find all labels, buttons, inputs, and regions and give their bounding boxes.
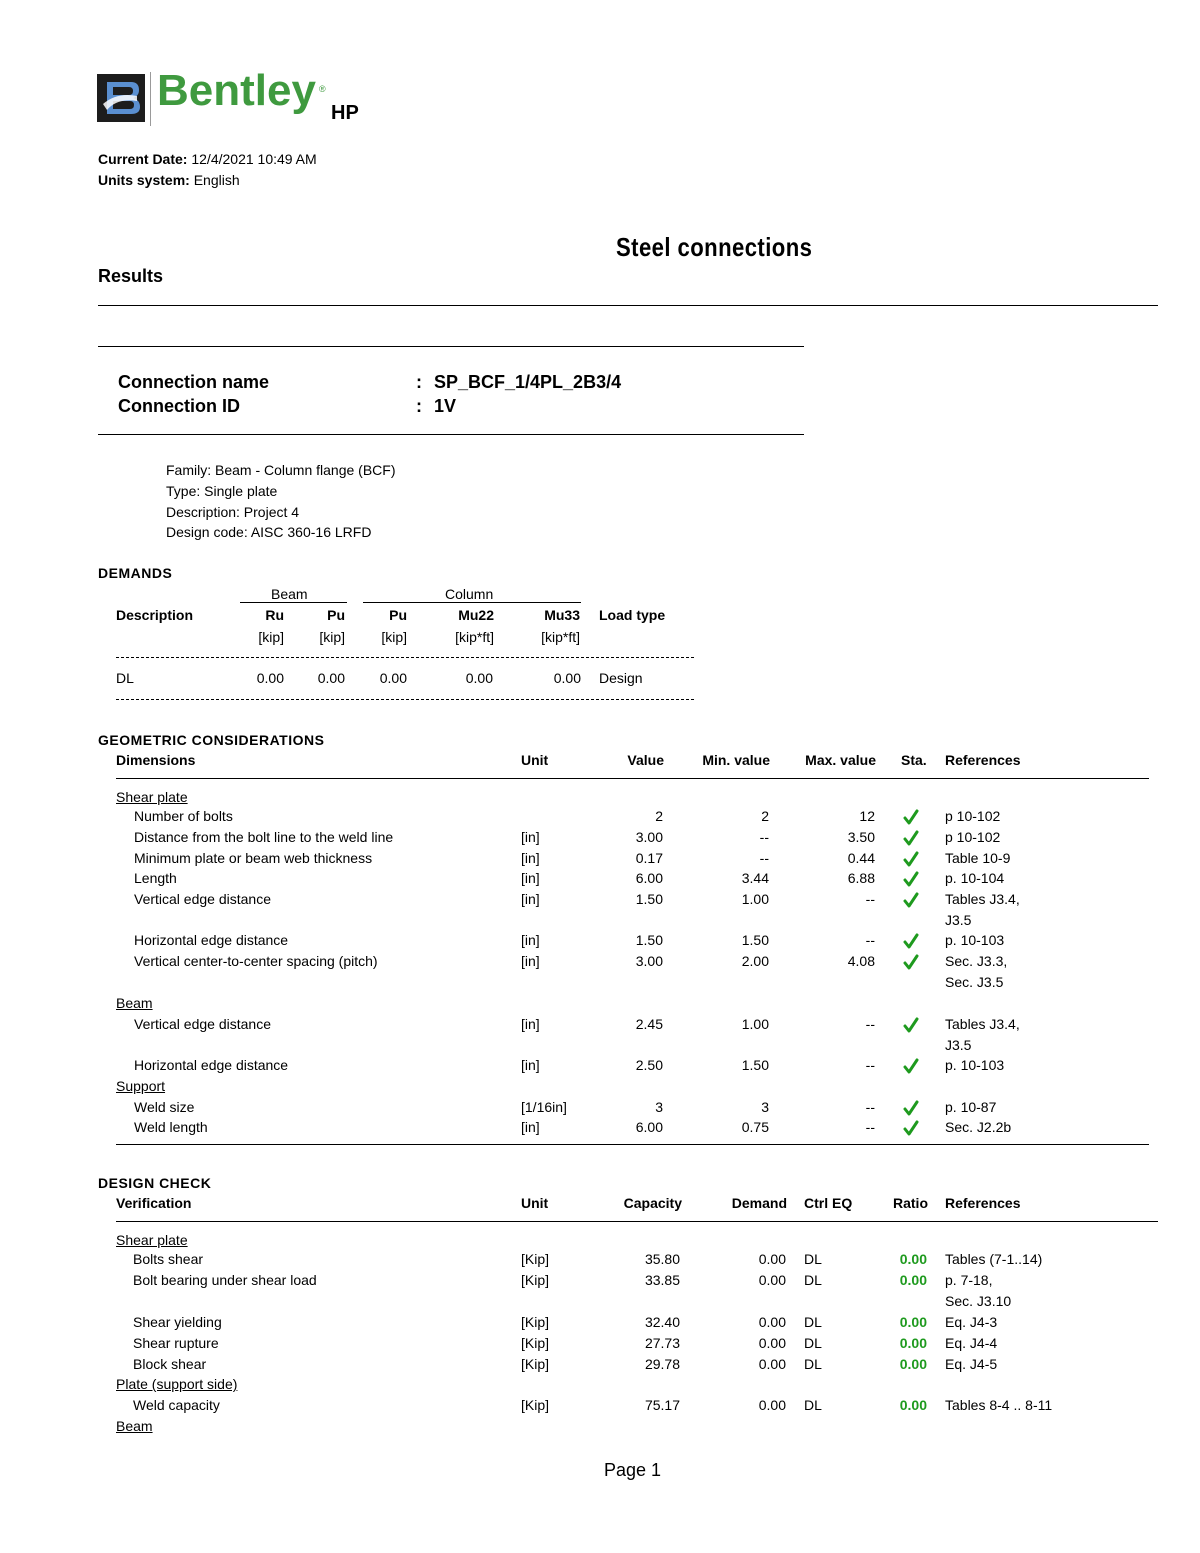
design-row-demand: 0.00 [758,1251,786,1267]
connection-name-label: Connection name [118,372,270,392]
geo-row-value: 1.50 [635,891,663,907]
geo-group-shear-plate: Shear plate [116,789,188,805]
geo-group-beam: Beam [116,995,153,1011]
table-header-rule [116,1221,1158,1222]
design-header-capacity: Capacity [623,1195,682,1211]
page-title: Steel connections [616,232,813,262]
check-icon [903,809,919,825]
geo-row-value: 0.17 [635,850,663,866]
logo-divider [150,72,151,126]
design-row-capacity: 35.80 [644,1251,680,1267]
design-row-ratio: 0.00 [899,1314,927,1330]
geo-header-dimensions: Dimensions [116,752,196,768]
design-row-capacity: 32.40 [644,1314,680,1330]
geo-row-unit: [1/16in] [521,1099,567,1115]
geo-row-reference-cont: J3.5 [945,1037,972,1053]
info-type: Type: Single plate [166,483,278,499]
geo-row-value: 6.00 [635,870,663,886]
design-row-reference-cont: Sec. J3.10 [945,1293,1012,1309]
info-family: Family: Beam - Column flange (BCF) [166,462,396,478]
info-design-code: Design code: AISC 360-16 LRFD [166,524,372,540]
design-row-reference: Eq. J4-4 [945,1335,998,1351]
geo-row-max: -- [865,1016,875,1032]
geo-row-value: 1.50 [635,932,663,948]
geo-row-unit: [in] [521,1057,540,1073]
geo-header-status: Sta. [901,752,927,768]
design-row-demand: 0.00 [758,1356,786,1372]
connection-name-value: SP_BCF_1/4PL_2B3/4 [434,372,622,392]
connection-id-label: Connection ID [118,396,240,416]
geo-row-name: Horizontal edge distance [134,1057,289,1073]
page-number: Page 1 [604,1460,662,1480]
current-date [98,151,317,167]
geo-row-unit: [in] [521,932,540,948]
geo-row-name: Number of bolts [134,808,233,824]
geo-header-references: References [945,752,1021,768]
geo-row-max: 12 [859,808,875,824]
geo-row-max: -- [865,1119,875,1135]
demands-row-pu-column: 0.00 [379,670,407,686]
geo-row-reference: p. 10-87 [945,1099,997,1115]
geo-row-max: -- [865,1099,875,1115]
demands-header-mu33: Mu33 [544,607,580,623]
design-row-unit: [Kip] [521,1335,550,1351]
geo-row-unit: [in] [521,953,540,969]
geo-group-support: Support [116,1078,166,1094]
units-system [98,172,240,188]
design-row-demand: 0.00 [758,1314,786,1330]
geo-row-unit: [in] [521,850,540,866]
check-icon [903,933,919,949]
design-row-demand: 0.00 [758,1397,786,1413]
geo-row-unit: [in] [521,829,540,845]
demands-header-mu22: Mu22 [458,607,494,623]
geo-row-reference: Tables J3.4, [945,1016,1020,1032]
brand-suffix: HP [331,102,359,124]
design-row-demand: 0.00 [758,1272,786,1288]
geo-row-min: -- [759,829,769,845]
geo-row-min: 1.50 [741,1057,769,1073]
table-header-rule [116,778,1149,779]
check-icon [903,830,919,846]
geo-row-max: 0.44 [847,850,875,866]
geometric-title: GEOMETRIC CONSIDERATIONS [98,732,325,748]
design-row-capacity: 27.73 [644,1335,680,1351]
geo-row-value: 2 [655,808,663,824]
design-title: DESIGN CHECK [98,1175,212,1191]
dashed-divider [116,699,694,700]
design-row-ctrl-eq: DL [804,1251,822,1267]
divider [98,346,804,347]
demands-unit: [kip] [258,629,284,645]
current-date-value: 12/4/2021 10:49 AM [191,151,317,167]
geo-header-unit: Unit [521,752,549,768]
demands-header-ru: Ru [265,607,284,623]
geo-row-min: -- [759,850,769,866]
geo-row-name: Weld size [134,1099,195,1115]
design-row-reference: p. 7-18, [945,1272,993,1288]
check-icon [903,892,919,908]
design-row-name: Shear rupture [133,1335,219,1351]
design-row-unit: [Kip] [521,1356,550,1372]
geo-row-reference-cont: Sec. J3.5 [945,974,1004,990]
table-footer-rule [116,1144,1149,1145]
design-row-ratio: 0.00 [899,1397,927,1413]
geo-row-min: 1.50 [741,932,769,948]
geo-row-name: Vertical edge distance [134,1016,271,1032]
design-row-demand: 0.00 [758,1335,786,1351]
design-row-name: Block shear [133,1356,207,1372]
geo-row-max: 4.08 [847,953,875,969]
geo-row-value: 2.50 [635,1057,663,1073]
geo-row-name: Distance from the bolt line to the weld line [134,829,394,845]
design-row-ctrl-eq: DL [804,1356,822,1372]
geo-row-min: 0.75 [741,1119,769,1135]
design-row-unit: [Kip] [521,1251,550,1267]
geo-row-max: 6.88 [847,870,875,886]
check-icon [903,851,919,867]
demands-group-beam: Beam [271,586,308,602]
design-row-ratio: 0.00 [899,1356,927,1372]
geo-row-min: 2.00 [741,953,769,969]
demands-row-load-type: Design [599,670,643,686]
geo-row-min: 3 [761,1099,769,1115]
units-system-label: Units system: [98,172,190,188]
demands-row-ru: 0.00 [256,670,284,686]
demands-group-column: Column [445,586,494,602]
design-row-ratio: 0.00 [899,1251,927,1267]
demands-row-mu22: 0.00 [465,670,493,686]
demands-header-pu-beam: Pu [327,607,345,623]
connection-id-sep: : [416,396,422,416]
geo-row-min: 1.00 [741,891,769,907]
design-row-name: Weld capacity [133,1397,220,1413]
geo-row-name: Length [134,870,177,886]
design-row-capacity: 33.85 [644,1272,680,1288]
geo-row-min: 3.44 [741,870,769,886]
geo-row-reference: p 10-102 [945,808,1001,824]
geo-row-name: Vertical edge distance [134,891,271,907]
demands-header-load-type: Load type [599,607,666,623]
geo-row-reference: p 10-102 [945,829,1001,845]
current-date-label: Current Date: [98,151,188,167]
bentley-b-icon [97,74,145,122]
geo-header-value: Value [627,752,664,768]
geo-header-min: Min. value [702,752,770,768]
design-header-ratio: Ratio [893,1195,928,1211]
geo-row-reference: Sec. J2.2b [945,1119,1012,1135]
geo-row-reference: Tables J3.4, [945,891,1020,907]
demands-header-description: Description [116,607,194,623]
divider [98,434,804,435]
design-row-ctrl-eq: DL [804,1397,822,1413]
group-underline [363,602,581,603]
geo-row-name: Minimum plate or beam web thickness [134,850,373,866]
design-row-ctrl-eq: DL [804,1314,822,1330]
check-icon [903,1120,919,1136]
geo-row-reference: Table 10-9 [945,850,1011,866]
design-group-plate-support: Plate (support side) [116,1376,238,1392]
design-row-unit: [Kip] [521,1314,550,1330]
design-row-reference: Tables (7-1..14) [945,1251,1043,1267]
geo-row-max: -- [865,932,875,948]
geo-row-max: 3.50 [847,829,875,845]
connection-id-value: 1V [434,396,457,416]
check-icon [903,954,919,970]
group-underline [240,602,347,603]
connection-name-sep: : [416,372,422,392]
design-row-reference: Eq. J4-5 [945,1356,998,1372]
design-row-capacity: 29.78 [644,1356,680,1372]
design-row-name: Shear yielding [133,1314,222,1330]
geo-row-max: -- [865,891,875,907]
geo-row-unit: [in] [521,1119,540,1135]
geo-row-name: Vertical center-to-center spacing (pitch) [134,953,378,969]
check-icon [903,1058,919,1074]
geo-header-max: Max. value [805,752,876,768]
design-row-ratio: 0.00 [899,1335,927,1351]
demands-row-mu33: 0.00 [553,670,581,686]
geo-row-unit: [in] [521,1016,540,1032]
geo-row-unit: [in] [521,870,540,886]
geo-row-value: 3.00 [635,829,663,845]
geo-row-min: 1.00 [741,1016,769,1032]
geo-row-reference: p. 10-103 [945,932,1005,948]
design-row-ctrl-eq: DL [804,1272,822,1288]
brand-trademark: ® [319,84,326,94]
design-header-demand: Demand [731,1195,787,1211]
design-header-unit: Unit [521,1195,549,1211]
demands-row-pu-beam: 0.00 [317,670,345,686]
geo-row-max: -- [865,1057,875,1073]
brand-name: Bentley [157,66,316,115]
demands-header-pu-column: Pu [389,607,407,623]
geo-row-min: 2 [761,808,769,824]
design-row-capacity: 75.17 [644,1397,680,1413]
info-description: Description: Project 4 [166,504,300,520]
design-header-verification: Verification [116,1195,192,1211]
design-group-shear-plate: Shear plate [116,1232,188,1248]
geo-row-reference-cont: J3.5 [945,912,972,928]
units-system-value: English [193,172,240,188]
geo-row-value: 6.00 [635,1119,663,1135]
design-row-ratio: 0.00 [899,1272,927,1288]
design-row-name: Bolts shear [133,1251,204,1267]
dashed-divider [116,657,694,658]
section-heading: Results [98,266,164,286]
geo-row-reference: p. 10-103 [945,1057,1005,1073]
demands-row-desc: DL [116,670,134,686]
design-row-reference: Tables 8-4 .. 8-11 [945,1397,1053,1413]
demands-unit: [kip] [319,629,345,645]
design-header-references: References [945,1195,1021,1211]
geo-row-reference: Sec. J3.3, [945,953,1008,969]
design-row-ctrl-eq: DL [804,1335,822,1351]
geo-row-value: 3.00 [635,953,663,969]
design-row-name: Bolt bearing under shear load [133,1272,317,1288]
design-row-unit: [Kip] [521,1272,550,1288]
check-icon [903,1100,919,1116]
design-group-beam: Beam [116,1418,153,1434]
geo-row-name: Horizontal edge distance [134,932,289,948]
design-row-unit: [Kip] [521,1397,550,1413]
geo-row-name: Weld length [134,1119,208,1135]
design-header-ctrl-eq: Ctrl EQ [804,1195,853,1211]
demands-title: DEMANDS [98,565,173,581]
geo-row-unit: [in] [521,891,540,907]
geo-row-value: 2.45 [635,1016,663,1032]
geo-row-value: 3 [655,1099,663,1115]
design-row-reference: Eq. J4-3 [945,1314,998,1330]
demands-unit: [kip*ft] [541,629,580,645]
demands-unit: [kip*ft] [455,629,494,645]
divider [98,305,1158,306]
check-icon [903,1017,919,1033]
check-icon [903,871,919,887]
geo-row-reference: p. 10-104 [945,870,1005,886]
demands-unit: [kip] [381,629,407,645]
